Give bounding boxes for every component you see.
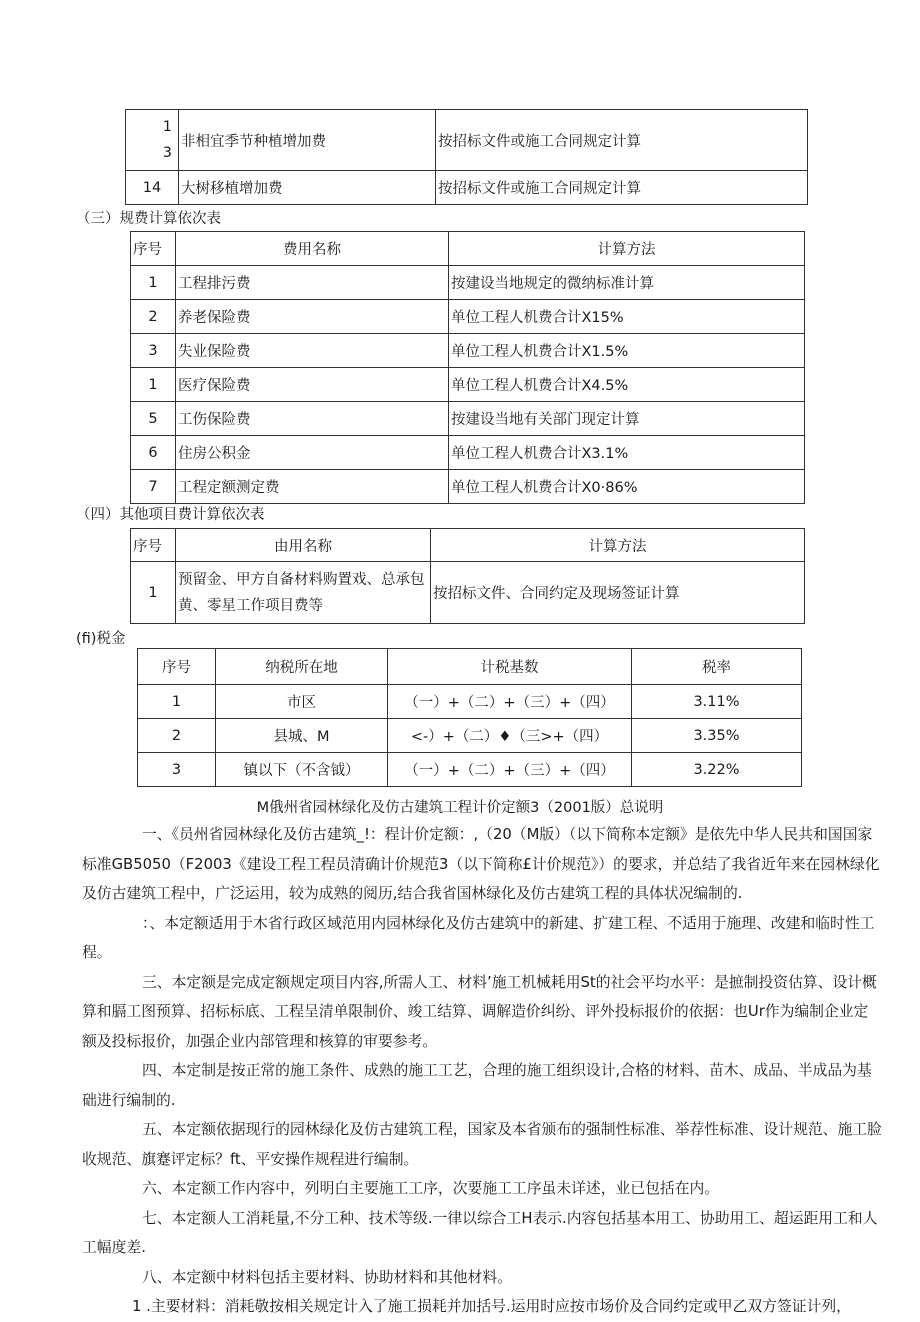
table-row [131,368,805,402]
header-no: 序号 [131,529,176,562]
table-row [131,334,805,368]
table-cell-no: 7 [131,470,176,504]
fee-table [130,231,805,504]
section-title: （三）规费计算依次表 [76,211,221,227]
table-cell-base: （一）+（二）+（三）+（四） [388,753,632,787]
table-cell-name: 工程排污费 [176,266,449,300]
table-cell-method: 按建设当地规定的微纳标准计算 [449,266,805,300]
header-name: 费用名称 [176,232,449,266]
table-cell-rate: 3.11% [632,685,802,719]
header-rate: 税率 [632,649,802,685]
table-cell-base: <-）+（二）♦（三>+（四） [388,719,632,753]
table-row [126,171,808,205]
table-row [126,110,808,171]
table-cell-no: 1 [131,368,176,402]
other-fee-table [130,528,805,624]
table-cell-name: 工程定额测定费 [176,470,449,504]
table-header-row [131,529,805,562]
table-cell-no: 2 [138,719,216,753]
table-cell-place: 市区 [216,685,388,719]
paragraph: 四、本定制是按正常的施工条件、成熟的施工工艺，合理的施工组织设计,合格的材料、苗木、成品、半成品为基础进行编制的. [82,1062,872,1109]
tax-table [137,648,802,787]
paragraph: ：、本定额适用于木省行政区域范用内园林绿化及仿古建筑中的新建、扩建工程、不适用于施理、改建和临时性工程。 [82,914,875,961]
table-cell-name: 养老保险费 [176,300,449,334]
table-cell-name: 失业保险费 [176,334,449,368]
table-cell-name: 大树移植增加费 [179,171,436,205]
paragraph: 八、本定额中材料包括主要材料、协助材料和其他材料。 [142,1268,512,1286]
table-cell-name: 非相宜季节种植增加费 [179,110,436,171]
body-text [82,820,882,1322]
paragraph: 一、《员州省园林绿化及仿古建筑_!：程计价定额：,（20（M版）（以下简称本定额》是依先中华人民共和国国家标准GB5050（F2003《建设工程工程员清确计价规范3（以下简称£计价规范》）的要求，并总结了我省近年来在园林绿化及仿古建筑工程中，广泛运用，较为成熟的阅历,结合我省国林绿化及仿古建筑工程的具体状况编制的. [82,826,880,902]
table-cell-no: 14 [126,171,179,205]
table-row [131,266,805,300]
table-row [131,470,805,504]
table-cell-base: （一）+（二）+（三）+（四） [388,685,632,719]
table-row [138,685,802,719]
table-cell-method: 按建设当地有关部门现定计算 [449,402,805,436]
table-cell-no: 1 [138,685,216,719]
table-cell-method: 单位工程人机费合计X3.1% [449,436,805,470]
table-cell-rate: 3.35% [632,719,802,753]
table-row [131,436,805,470]
table-header-row [138,649,802,685]
table-cell-method: 单位工程人机费合计X4.5% [449,368,805,402]
paragraph: 1 .主要材料：消耗敬按相关规定计入了施工损耗并加括号.运用时应按市场价及合同约定或甲乙双方签证计列， [132,1298,851,1315]
header-no: 序号 [138,649,216,685]
table-row [131,402,805,436]
table-top [125,109,808,205]
table-cell-place: 县城、M [216,719,388,753]
table-cell-method: 按招标文件、合同约定及现场签证计算 [431,562,805,624]
section-title: (fi)税金 [76,631,126,647]
paragraph: 六、本定额工作内容中，列明白主要施工工序，次要施工工序虽未详述，业已包括在内。 [142,1180,720,1197]
table-cell-name: 医疗保险费 [176,368,449,402]
table-cell-name: 预留金、甲方自备材料购置戏、总承包黄、零星工作项目费等 [176,562,431,624]
table-cell-no: 1 [131,562,176,624]
table-cell-method: 单位工程人机费合计X1.5% [449,334,805,368]
table-row [138,753,802,787]
table-cell-name: 住房公积金 [176,436,449,470]
table-cell-method: 按招标文件或施工合同规定计算 [436,171,808,205]
header-method: 计算方法 [449,232,805,266]
table-cell-no: 1 3 [126,110,179,171]
table-cell-no: 2 [131,300,176,334]
table-cell-name: 工伤保险费 [176,402,449,436]
table-cell-place: 镇以下（不含钺） [216,753,388,787]
paragraph: 七、本定额人工消耗量,不分工种、技术等级.一律以综合工H表示.内容包括基本用工、协助用工、超运距用工和人工幅度差. [82,1209,878,1256]
header-name: 由用名称 [176,529,431,562]
table-cell-method: 单位工程人机费合计X0·86% [449,470,805,504]
paragraph: 三、本定额是完成定额规定项目内容,所需人工、材料’施工机械耗用St的社会平均水平：是摭制投资估算、设计概算和膈工图预算、招标标底、工程呈清单限制价、竣工结算、调解造价纠纷、评外投标报价的依据：也Ur作为编制企业定额及投标报价，加强企业内部管理和核算的审要参考。 [82,973,877,1050]
table-header-row [131,232,805,266]
table-row [131,562,805,624]
header-no: 序号 [131,232,176,266]
table-cell-no: 1 [131,266,176,300]
table-row [131,300,805,334]
table-cell-method: 按招标文件或施工合同规定计算 [436,110,808,171]
section-title: （四）其他项目费计算依次表 [76,507,265,523]
table-cell-rate: 3.22% [632,753,802,787]
table-cell-no: 3 [138,753,216,787]
table-cell-no: 6 [131,436,176,470]
paragraph: 五、本定额依据现行的园林绿化及仿古建筑工程，国家及本省颁布的强制性标准、举荐性标准、设计规范、施工脸收规范、旗蹇评定标？ft、平安操作规程进行编制。 [82,1121,882,1168]
header-method: 计算方法 [431,529,805,562]
table-cell-no: 3 [131,334,176,368]
header-base: 计税基数 [388,649,632,685]
header-place: 纳税所在地 [216,649,388,685]
document-title: M俄州省园林绿化及仿古建筑工程计价定额3（2001版）总说明 [256,800,664,816]
table-cell-no: 5 [131,402,176,436]
table-row [138,719,802,753]
table-cell-method: 单位工程人机费合计X15% [449,300,805,334]
